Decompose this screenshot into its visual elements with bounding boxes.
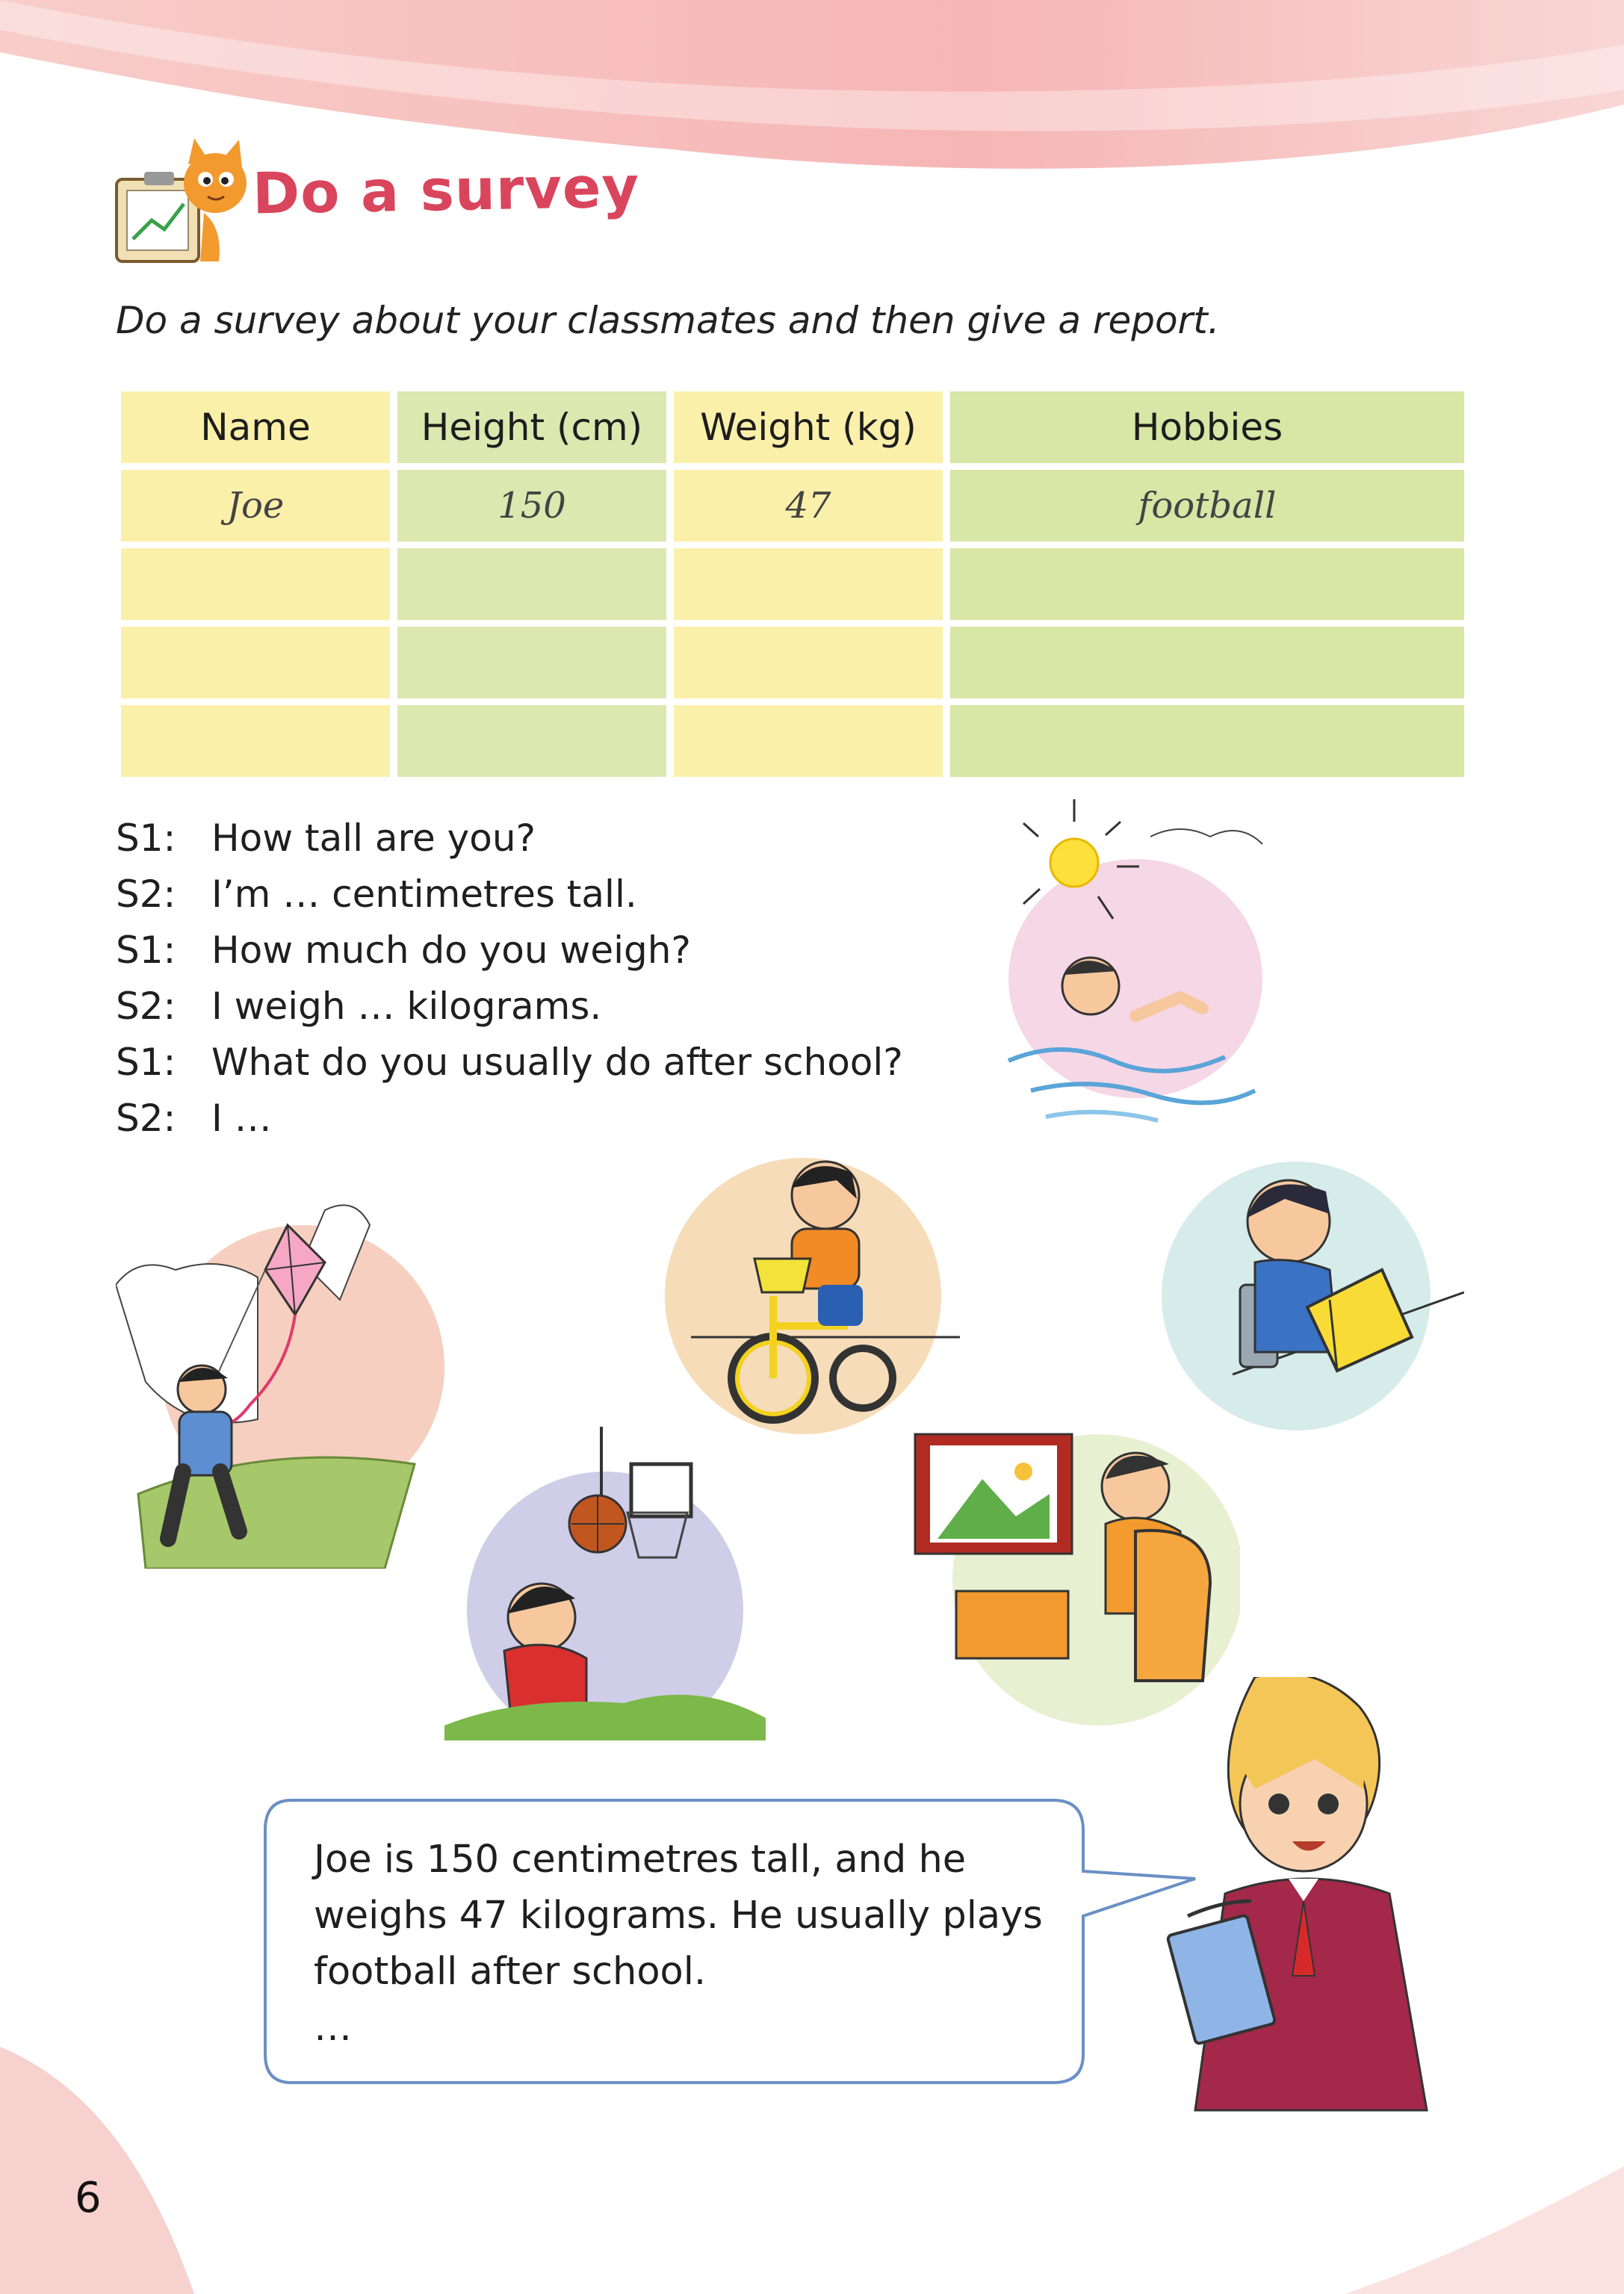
cell-weight: 47	[674, 470, 943, 542]
table-row	[121, 470, 1464, 542]
cell-height: 150	[397, 470, 666, 542]
section-title: Do a survey	[252, 153, 640, 227]
dialogue-line	[116, 923, 903, 979]
dialogue-text: I …	[211, 1097, 272, 1140]
report-line: weighs 47 kilograms. He usually plays	[314, 1894, 1043, 1938]
page-number: 6	[75, 2174, 102, 2222]
dialogue-line	[116, 1035, 903, 1091]
cell-hobbies[interactable]	[950, 705, 1464, 777]
dialogue-text: I’m … centimetres tall.	[211, 872, 637, 916]
speaker-label: S1:	[116, 929, 176, 972]
dialogue-text: How tall are you?	[211, 816, 536, 860]
cell-hobbies[interactable]	[950, 548, 1464, 620]
cell-height[interactable]	[397, 548, 666, 620]
speaker-label: S1:	[116, 1041, 176, 1084]
cell-name[interactable]	[121, 627, 390, 698]
cell-hobbies: football	[950, 470, 1464, 542]
table-header-row	[121, 391, 1464, 463]
cell-name: Joe	[121, 470, 390, 542]
table-row	[121, 548, 1464, 620]
speaker-label: S2:	[116, 872, 176, 916]
cell-name[interactable]	[121, 548, 390, 620]
header-weight: Weight (kg)	[674, 391, 943, 463]
cell-height[interactable]	[397, 627, 666, 698]
reading-boy-icon	[1158, 1158, 1464, 1434]
report-text	[314, 1832, 1076, 2056]
reporter-boy-icon	[1165, 1677, 1479, 2125]
dialogue-text: What do you usually do after school?	[211, 1041, 903, 1084]
cell-weight[interactable]	[674, 705, 943, 777]
dialogue-text: How much do you weigh?	[211, 929, 691, 972]
basketball-boy-icon	[430, 1427, 781, 1740]
speaker-label: S2:	[116, 1097, 176, 1140]
dialogue-text: I weigh … kilograms.	[211, 985, 602, 1028]
instruction-text: Do a survey about your classmates and then give a report.	[116, 299, 1220, 342]
table-row	[121, 705, 1464, 777]
swimming-boy-icon	[986, 792, 1285, 1135]
table-row	[121, 627, 1464, 698]
cell-weight[interactable]	[674, 627, 943, 698]
survey-table	[114, 385, 1472, 784]
cycling-boy-icon	[661, 1154, 960, 1453]
cell-height[interactable]	[397, 705, 666, 777]
speaker-label: S1:	[116, 816, 176, 860]
header-name: Name	[121, 391, 390, 463]
report-line: football after school.	[314, 1950, 707, 1994]
dialogue-line	[116, 810, 903, 867]
cat-with-chart-icon	[111, 138, 252, 273]
report-line: …	[314, 2006, 352, 2050]
speaker-label: S2:	[116, 985, 176, 1028]
header-height: Height (cm)	[397, 391, 666, 463]
header-hobbies: Hobbies	[950, 391, 1464, 463]
dialogue	[116, 810, 903, 1147]
kite-flying-boy-icon	[116, 1195, 459, 1569]
cell-name[interactable]	[121, 705, 390, 777]
dialogue-line	[116, 979, 903, 1035]
report-line: Joe is 150 centimetres tall, and he	[314, 1838, 967, 1882]
dialogue-line	[116, 867, 903, 923]
cell-hobbies[interactable]	[950, 627, 1464, 698]
dialogue-line	[116, 1091, 903, 1147]
cell-weight[interactable]	[674, 548, 943, 620]
